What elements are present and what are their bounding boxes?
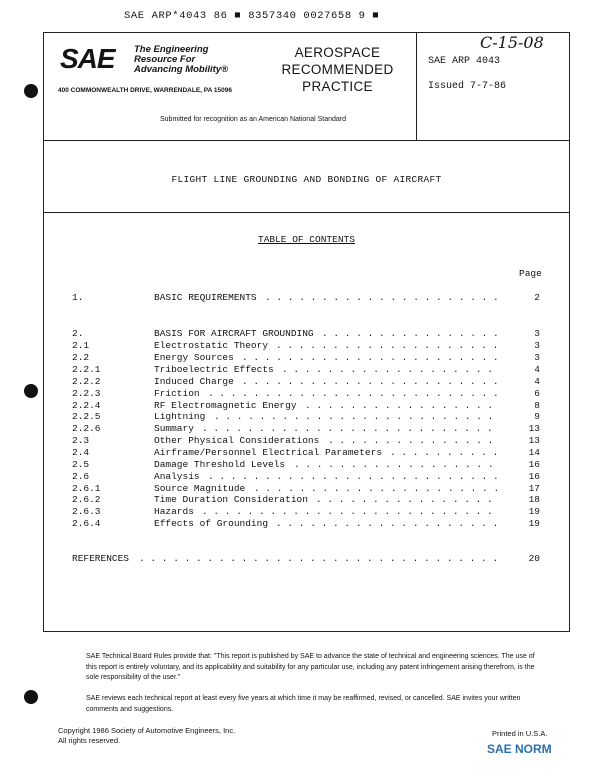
- toc-page-number: 13: [528, 423, 540, 434]
- toc-page-number: 4: [534, 364, 540, 375]
- toc-section-title: Lightning: [154, 411, 206, 422]
- toc-page-number: 16: [528, 459, 540, 470]
- sae-address: 400 COMMONWEALTH DRIVE, WARRENDALE, PA 15096: [58, 87, 232, 94]
- toc-leader-dots: . . . . . . . . . . . . . . . . . . . . .: [265, 292, 499, 303]
- toc-section-number: 2.2: [72, 352, 90, 363]
- toc-page-number: 16: [528, 471, 540, 482]
- binder-hole-bottom: [24, 690, 38, 704]
- toc-page-number: 9: [534, 411, 540, 422]
- toc-section-number: 2.2.1: [72, 364, 101, 375]
- toc-leader-dots: . . . . . . . . . . . . . . . . . . . . . . .: [242, 376, 499, 387]
- toc-section-title: Energy Sources: [154, 352, 234, 363]
- copyright: Copyright 1986 Society of Automotive Engineers, Inc. All rights reserved.: [58, 726, 236, 745]
- toc-leader-dots: . . . . . . . . . . . . . . . . . . . . . . .: [242, 352, 499, 363]
- sae-norm-watermark: SAE NORM: [487, 742, 552, 756]
- toc-page-number: 14: [528, 447, 540, 458]
- sae-tagline: The Engineering Resource For Advancing Mobility®: [134, 44, 229, 75]
- toc-section-title: Triboelectric Effects: [154, 364, 274, 375]
- toc-page-number: 3: [534, 340, 540, 351]
- toc-section-number: 2.2.2: [72, 376, 101, 387]
- toc-section-number: 2.2.6: [72, 423, 101, 434]
- toc-row: [0, 435, 600, 447]
- sae-logo: SAE: [60, 43, 115, 74]
- document-code: SAE ARP*4043 86 ■ 8357340 0027658 9 ■: [124, 10, 380, 22]
- toc-section-number: 2.2.5: [72, 411, 101, 422]
- toc-row: [0, 376, 600, 388]
- toc-row: [0, 494, 600, 506]
- toc-page-number: 3: [534, 352, 540, 363]
- toc-page-number: 6: [534, 388, 540, 399]
- toc-page-number: 8: [534, 400, 540, 411]
- toc-section-number: 2.4: [72, 447, 90, 458]
- toc-page-number: 19: [528, 518, 540, 529]
- toc-section-title: BASIC REQUIREMENTS: [154, 292, 257, 303]
- toc-section-title: Airframe/Personnel Electrical Parameters: [154, 447, 383, 458]
- toc-leader-dots: . . . . . . . . . . . . . . . . . . . . . . . . .: [214, 411, 494, 422]
- submitted-note: Submitted for recognition as an American National Standard: [160, 116, 346, 123]
- toc-heading: TABLE OF CONTENTS: [258, 234, 355, 245]
- toc-section-number: 2.2.3: [72, 388, 101, 399]
- binder-hole-top: [24, 84, 38, 98]
- toc-section-number: 2.2.4: [72, 400, 101, 411]
- toc-row: [0, 411, 600, 423]
- toc-leader-dots: . . . . . . . . . . . . . . . . . . . . . .: [254, 483, 500, 494]
- toc-row: [0, 471, 600, 483]
- toc-section-title: Time Duration Consideration: [154, 494, 308, 505]
- arp-number: SAE ARP 4043: [428, 56, 501, 67]
- toc-page-number: 20: [528, 553, 540, 564]
- toc-row: [0, 506, 600, 518]
- toc-leader-dots: . . . . . . . . . . . . . . .: [328, 435, 494, 446]
- toc-row: [0, 292, 600, 304]
- toc-section-title: RF Electromagnetic Energy: [154, 400, 297, 411]
- toc-leader-dots: . . . . . . . . . . . . . . . . . . . . . . . . . .: [208, 471, 499, 482]
- toc-row: [0, 340, 600, 352]
- toc-row: [0, 364, 600, 376]
- handwritten-note: C-15-08: [480, 33, 544, 52]
- header-divider: [43, 140, 570, 141]
- printed-in: Printed in U.S.A.: [492, 729, 548, 738]
- toc-section-number: 2.1: [72, 340, 90, 351]
- toc-leader-dots: . . . . . . . . . . . . . . . . . . . . . . . . . .: [202, 423, 493, 434]
- toc-section-title: Electrostatic Theory: [154, 340, 269, 351]
- toc-section-number: 2.6.4: [72, 518, 101, 529]
- toc-leader-dots: . . . . . . . . . . . . . . . . . .: [294, 459, 494, 470]
- toc-page-number: 13: [528, 435, 540, 446]
- toc-leader-dots: . . . . . . . . . . . . . . . . . . . .: [276, 518, 499, 529]
- header-column-divider: [416, 32, 417, 140]
- toc-section-title: Hazards: [154, 506, 194, 517]
- toc-section-number: 2.: [72, 328, 84, 339]
- toc-page-number: 17: [528, 483, 540, 494]
- toc-row: [0, 328, 600, 340]
- toc-section-number: 2.6.3: [72, 506, 101, 517]
- toc-leader-dots: . . . . . . . . . . . . . . . .: [316, 494, 493, 505]
- toc-row: [0, 352, 600, 364]
- toc-section-number: REFERENCES: [72, 553, 130, 564]
- toc-leader-dots: . . . . . . . . . . . . . . . . . . . . . . . . . . . . . . . .: [139, 553, 499, 564]
- toc-page-number: 4: [534, 376, 540, 387]
- toc-row: [0, 459, 600, 471]
- toc-page-number: 18: [528, 494, 540, 505]
- toc-row: [0, 518, 600, 530]
- toc-section-title: Analysis: [154, 471, 200, 482]
- page-column-label: Page: [519, 268, 542, 279]
- toc-page-number: 19: [528, 506, 540, 517]
- toc-leader-dots: . . . . . . . . . . . . . . . .: [322, 328, 499, 339]
- toc-section-title: Friction: [154, 388, 200, 399]
- toc-section-number: 2.5: [72, 459, 90, 470]
- toc-row: [0, 553, 600, 565]
- toc-section-title: Effects of Grounding: [154, 518, 269, 529]
- toc-row: [0, 423, 600, 435]
- toc-leader-dots: . . . . . . . . . . . . . . . . . . . . . . . . . .: [202, 506, 493, 517]
- toc-section-number: 2.3: [72, 435, 90, 446]
- toc-leader-dots: . . . . . . . . . . . . . . . . . . .: [282, 364, 493, 375]
- issued-date: Issued 7-7-86: [428, 81, 507, 92]
- toc-page-number: 2: [534, 292, 540, 303]
- document-type: AEROSPACE RECOMMENDED PRACTICE: [281, 45, 394, 94]
- toc-leader-dots: . . . . . . . . . . . . . . . . . . . . . . . . . .: [208, 388, 499, 399]
- toc-leader-dots: . . . . . . . . . . . . . . . . . . . .: [276, 340, 499, 351]
- toc-row: [0, 388, 600, 400]
- toc-section-title: Induced Charge: [154, 376, 234, 387]
- toc-section-title: Summary: [154, 423, 194, 434]
- title-divider: [43, 212, 570, 213]
- toc-row: [0, 447, 600, 459]
- document-title: FLIGHT LINE GROUNDING AND BONDING OF AIRCRAFT: [171, 174, 442, 185]
- toc-page-number: 3: [534, 328, 540, 339]
- toc-section-title: BASIS FOR AIRCRAFT GROUNDING: [154, 328, 314, 339]
- footer-review-note: SAE reviews each technical report at least every five years at which time it may be reaffirmed, revised, or cancelled. SAE invites your written comments and suggestions.: [86, 695, 521, 713]
- toc-section-number: 1.: [72, 292, 84, 303]
- toc-section-number: 2.6.1: [72, 483, 101, 494]
- toc-section-number: 2.6: [72, 471, 90, 482]
- toc-section-title: Damage Threshold Levels: [154, 459, 286, 470]
- toc-leader-dots: . . . . . . . . . . . . . . . . .: [305, 400, 494, 411]
- toc-leader-dots: . . . . . . . . . .: [390, 447, 499, 458]
- footer-board-rules: SAE Technical Board Rules provide that: "This report is published by SAE to advance the state of technical and engineering sciences. The use of this report is entirely voluntary, and its applicability and suitability for any particular use, including any patent infringement arising therefrom, is the sole responsibility of the user.": [86, 653, 535, 681]
- toc-section-title: Source Magnitude: [154, 483, 246, 494]
- toc-section-title: Other Physical Considerations: [154, 435, 320, 446]
- toc-section-number: 2.6.2: [72, 494, 101, 505]
